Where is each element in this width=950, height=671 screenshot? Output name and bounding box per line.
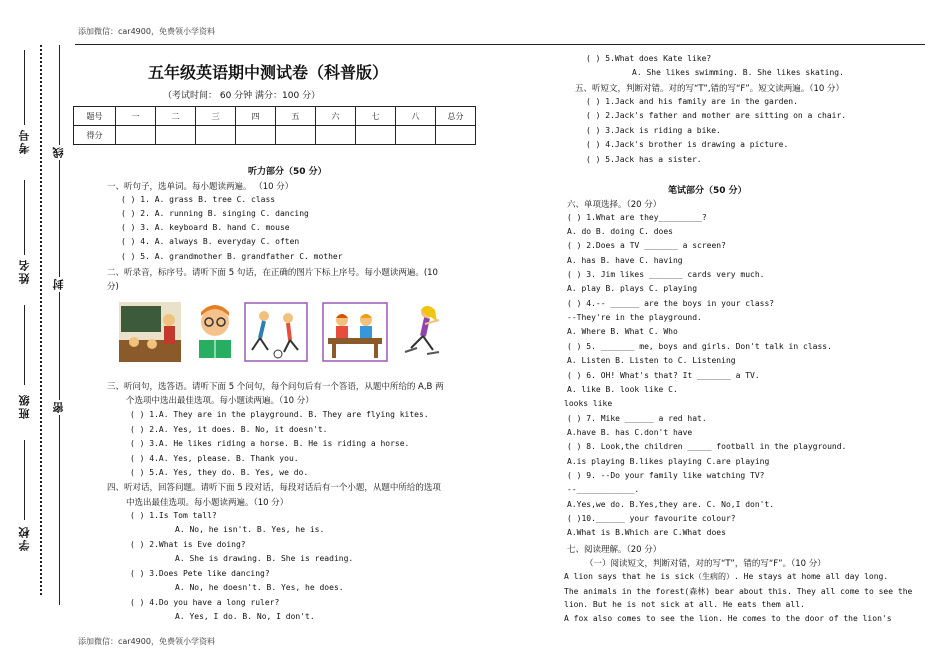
score-input-cell[interactable] (316, 126, 356, 145)
question-line: A.What is B.Which are C.What does (567, 528, 726, 537)
section-4-title-cont: 中选出最佳选项。每小题读两遍。（10 分） (126, 498, 289, 508)
question-item: ( ) 5.What does Kate like? (586, 54, 712, 63)
score-cell: 三 (196, 107, 236, 126)
question-item: ( ) 1.Jack and his family are in the garden. (586, 97, 798, 106)
exam-time-info: （考试时间： 60 分钟 满分：100 分） (163, 91, 321, 101)
question-line: ( ) 9. --Do your family like watching TV? (567, 471, 765, 480)
question-item: ( ) 1.A. They are in the playground. B. They are flying kites. (130, 410, 429, 419)
label-class: 班级 (18, 393, 31, 419)
passage-line: lion. But he is not sick at all. He eats them all. (564, 600, 805, 609)
binding-dotted-line (40, 45, 42, 595)
question-line: A. like B. look like C. (567, 385, 678, 394)
score-cell: 得分 (74, 126, 116, 145)
question-item: ( ) 3.Does Pete like dancing? (130, 569, 270, 578)
score-input-cell[interactable] (396, 126, 436, 145)
section-7-title: 七、阅读理解。（20 分） (567, 545, 662, 555)
question-item: ( ) 1. A. grass B. tree C. class (121, 195, 276, 204)
section-3-title-cont: 个选项中选出最佳选项。每小题读两遍。（10 分） (126, 396, 314, 406)
section-1-title: 一、听句子，选单词。每小题读两遍。 （10 分） (107, 182, 294, 192)
seal-seal: 封 (52, 279, 65, 290)
question-line: A. Listen B. Listen to C. Listening (567, 356, 736, 365)
question-item: ( ) 2.A. Yes, it does. B. No, it doesn't. (130, 425, 328, 434)
section-3-title: 三、听问句，选答语。请听下面 5 个问句，每个问句后有一个答语，从题中所给的 A,B 两 (107, 382, 444, 392)
top-rule (75, 44, 925, 45)
fill-line (24, 50, 25, 125)
passage-line: A lion says that he is sick（生病的）. He stays at home all day long. (564, 572, 889, 581)
question-line: ( ) 1.What are they_________? (567, 213, 707, 222)
question-line: A. has B. have C. having (567, 256, 683, 265)
answer-options: A. No, he doesn't. B. Yes, he does. (175, 583, 344, 592)
score-input-cell[interactable] (356, 126, 396, 145)
watermark-bottom: 添加微信：car4900，免费领小学资料 (78, 637, 215, 646)
boy-reading-picture (191, 302, 239, 362)
score-cell: 题号 (74, 107, 116, 126)
question-line: A.is playing B.likes playing C.are playing (567, 457, 770, 466)
question-item: ( ) 4.Do you have a long ruler? (130, 598, 280, 607)
binding-solid-line (59, 45, 60, 605)
question-line: ( ) 8. Look,the children _____ football in the playground. (567, 442, 847, 451)
students-at-desk-picture (322, 302, 388, 362)
question-item: ( ) 5. A. grandmother B. grandfather C. mother (121, 252, 343, 261)
score-cell: 总分 (436, 107, 476, 126)
question-item: ( ) 3. A. keyboard B. hand C. mouse (121, 223, 290, 232)
listening-heading: 听力部分（50 分） (248, 167, 327, 177)
answer-options: A. Yes, I do. B. No, I don't. (175, 612, 315, 621)
question-line: --They're in the playground. (567, 313, 702, 322)
question-item: ( ) 4.Jack's brother is drawing a picture. (586, 140, 789, 149)
question-line: A.have B. has C.don't have (567, 428, 693, 437)
score-cell: 一 (116, 107, 156, 126)
passage-line: The animals in the forest(森林) bear about this. They all come to see the (564, 587, 913, 596)
seal-line: 线 (52, 147, 65, 158)
question-item: ( ) 1.Is Tom tall? (130, 511, 217, 520)
question-line: A. Where B. What C. Who (567, 327, 678, 336)
seal-secret: 密 (52, 402, 65, 413)
question-item: ( ) 3.A. He likes riding a horse. B. He is riding a horse. (130, 439, 410, 448)
score-cell: 七 (356, 107, 396, 126)
question-item: ( ) 4. A. always B. everyday C. often (121, 237, 300, 246)
section-6-title: 六、单项选择。（20 分） (567, 200, 662, 210)
fill-line (24, 305, 25, 385)
question-item: ( ) 2. A. running B. singing C. dancing (121, 209, 309, 218)
passage-line: A fox also comes to see the lion. He comes to the door of the lion's (564, 614, 892, 623)
answer-options: A. No, he isn't. B. Yes, he is. (175, 525, 325, 534)
section-4-title: 四、听对话，回答问题。请听下面 5 段对话，每段对话后有一个小题，从题中所给的选项 (107, 483, 441, 493)
label-school: 学校 (18, 525, 31, 551)
page-title: 五年级英语期中测试卷（科普版） (148, 63, 389, 82)
question-line: ( ) 6. OH! What's that? It _______ a TV. (567, 371, 760, 380)
score-cell: 五 (276, 107, 316, 126)
question-line: A. play B. plays C. playing (567, 284, 698, 293)
section-5-title: 五、听短文，判断对错。对的写“T”,错的写“F”。短文读两遍。（10 分） (575, 84, 844, 94)
section-2-title: 二、听录音，标序号。请听下面 5 句话，在正确的图片下标上序号。每小题读两遍。(10 (107, 268, 438, 278)
fill-line (24, 440, 25, 520)
question-item: ( ) 5.A. Yes, they do. B. Yes, we do. (130, 468, 309, 477)
score-input-cell[interactable] (116, 126, 156, 145)
question-item: ( ) 2.Jack's father and mother are sitting on a chair. (586, 111, 847, 120)
score-cell: 二 (156, 107, 196, 126)
question-item: ( ) 2.What is Eve doing? (130, 540, 246, 549)
question-line: ( ) 3. Jim likes _______ cards very much. (567, 270, 765, 279)
question-item: ( ) 5.Jack has a sister. (586, 155, 702, 164)
written-heading: 笔试部分（50 分） (668, 186, 747, 196)
girl-skating-picture (397, 302, 449, 362)
fill-line (24, 180, 25, 255)
question-line: looks like (564, 399, 613, 408)
score-table-row (74, 107, 476, 126)
question-line: ( )10.______ your favourite colour? (567, 514, 736, 523)
score-cell: 八 (396, 107, 436, 126)
question-line: --____________. (567, 485, 640, 494)
question-line: A. do B. doing C. does (567, 227, 673, 236)
score-table (73, 106, 476, 145)
answer-options: A. She is drawing. B. She is reading. (175, 554, 354, 563)
score-input-cell[interactable] (196, 126, 236, 145)
kids-playing-football-picture (244, 302, 308, 362)
label-exam-number: 考号 (18, 128, 31, 154)
section-2-title-cont: 分) (107, 282, 119, 292)
score-table-row (74, 126, 476, 145)
question-line: ( ) 5. _______ me, boys and girls. Don't talk in class. (567, 342, 832, 351)
score-cell: 四 (236, 107, 276, 126)
question-item: ( ) 3.Jack is riding a bike. (586, 126, 721, 135)
label-name: 姓名 (18, 258, 31, 284)
question-line: ( ) 4.-- ______ are the boys in your class? (567, 299, 775, 308)
section-7-sub: （一）阅读短文，判断对错，对的写“T”，错的写“F”。（10 分） (585, 559, 826, 569)
question-line: ( ) 7. Mike ______ a red hat. (567, 414, 707, 423)
score-input-cell[interactable] (436, 126, 476, 145)
question-item: ( ) 4.A. Yes, please. B. Thank you. (130, 454, 299, 463)
watermark-top: 添加微信：car4900，免费领小学资料 (78, 27, 215, 36)
classroom-picture (119, 302, 181, 362)
score-input-cell[interactable] (156, 126, 196, 145)
question-line: A.Yes,we do. B.Yes,they are. C. No,I don't. (567, 500, 775, 509)
score-input-cell[interactable] (236, 126, 276, 145)
question-line: ( ) 2.Does a TV _______ a screen? (567, 241, 726, 250)
answer-options: A. She likes swimming. B. She likes skating. (632, 68, 844, 77)
score-cell: 六 (316, 107, 356, 126)
score-input-cell[interactable] (276, 126, 316, 145)
